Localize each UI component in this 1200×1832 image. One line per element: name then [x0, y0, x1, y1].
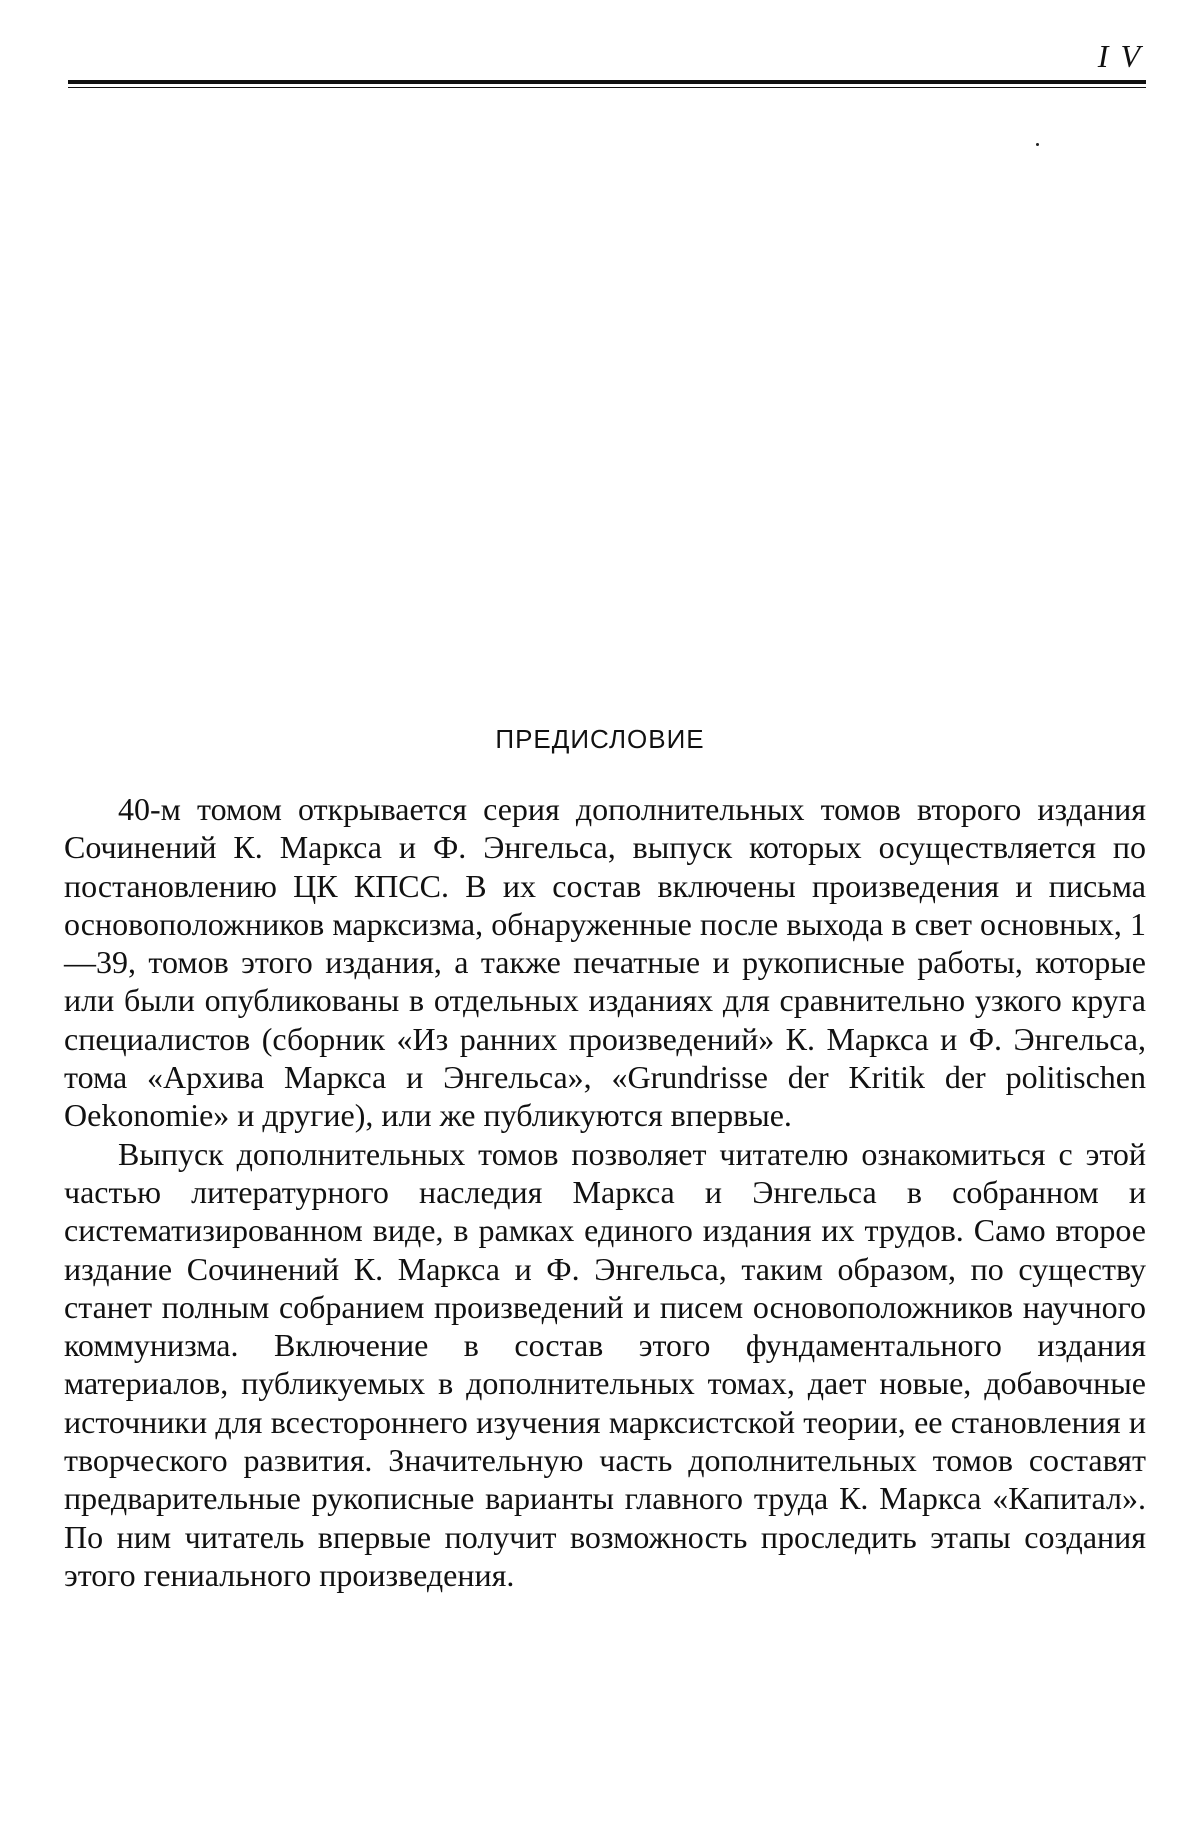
paragraph-2: Выпуск дополнительных томов позволяет читателю ознакомиться с этой частью литературного наследия Маркса и Энгельса в собранном и систематизированном виде, в рамках единого издания их трудов. Само второе издание Сочинений К. Маркса и Ф. Энгельса, таким образом, по существу станет полным собранием произведений и писем основоположников научного коммунизма. Включение в состав этого фундаментального издания материалов, публикуемых в дополнительных томах, дает новые, добавочные источники для всестороннего изучения марксистской теории, ее становления и творческого развития. Значительную часть дополнительных томов составят предварительные рукописные варианты главного труда К. Маркса «Капитал». По ним читатель впервые получит возможность проследить этапы создания этого гениального произведения.: [64, 1135, 1146, 1593]
header-rule: [68, 80, 1146, 88]
section-title: ПРЕДИСЛОВИЕ: [495, 724, 705, 754]
page-number: I V: [1097, 38, 1142, 74]
body-text: [64, 790, 1146, 1594]
paragraph-1: 40-м томом открывается серия дополнительных томов второго издания Сочинений К. Маркса и Ф. Энгельса, выпуск которых осуществляется по постановлению ЦК КПСС. В их состав включены произведения и письма основоположников марксизма, обнаруженные после выхода в свет основных, 1—39, томов этого издания, а также печатные и рукописные работы, которые или были опубликованы в отдельных изданиях для сравнительно узкого круга специалистов (сборник «Из ранних произведений» К. Маркса и Ф. Энгельса, тома «Архива Маркса и Энгельса», «Grundrisse der Kritik der politischen Oekonomie» и другие), или же публикуются впервые.: [64, 791, 1146, 1134]
print-speck: [1036, 143, 1039, 146]
